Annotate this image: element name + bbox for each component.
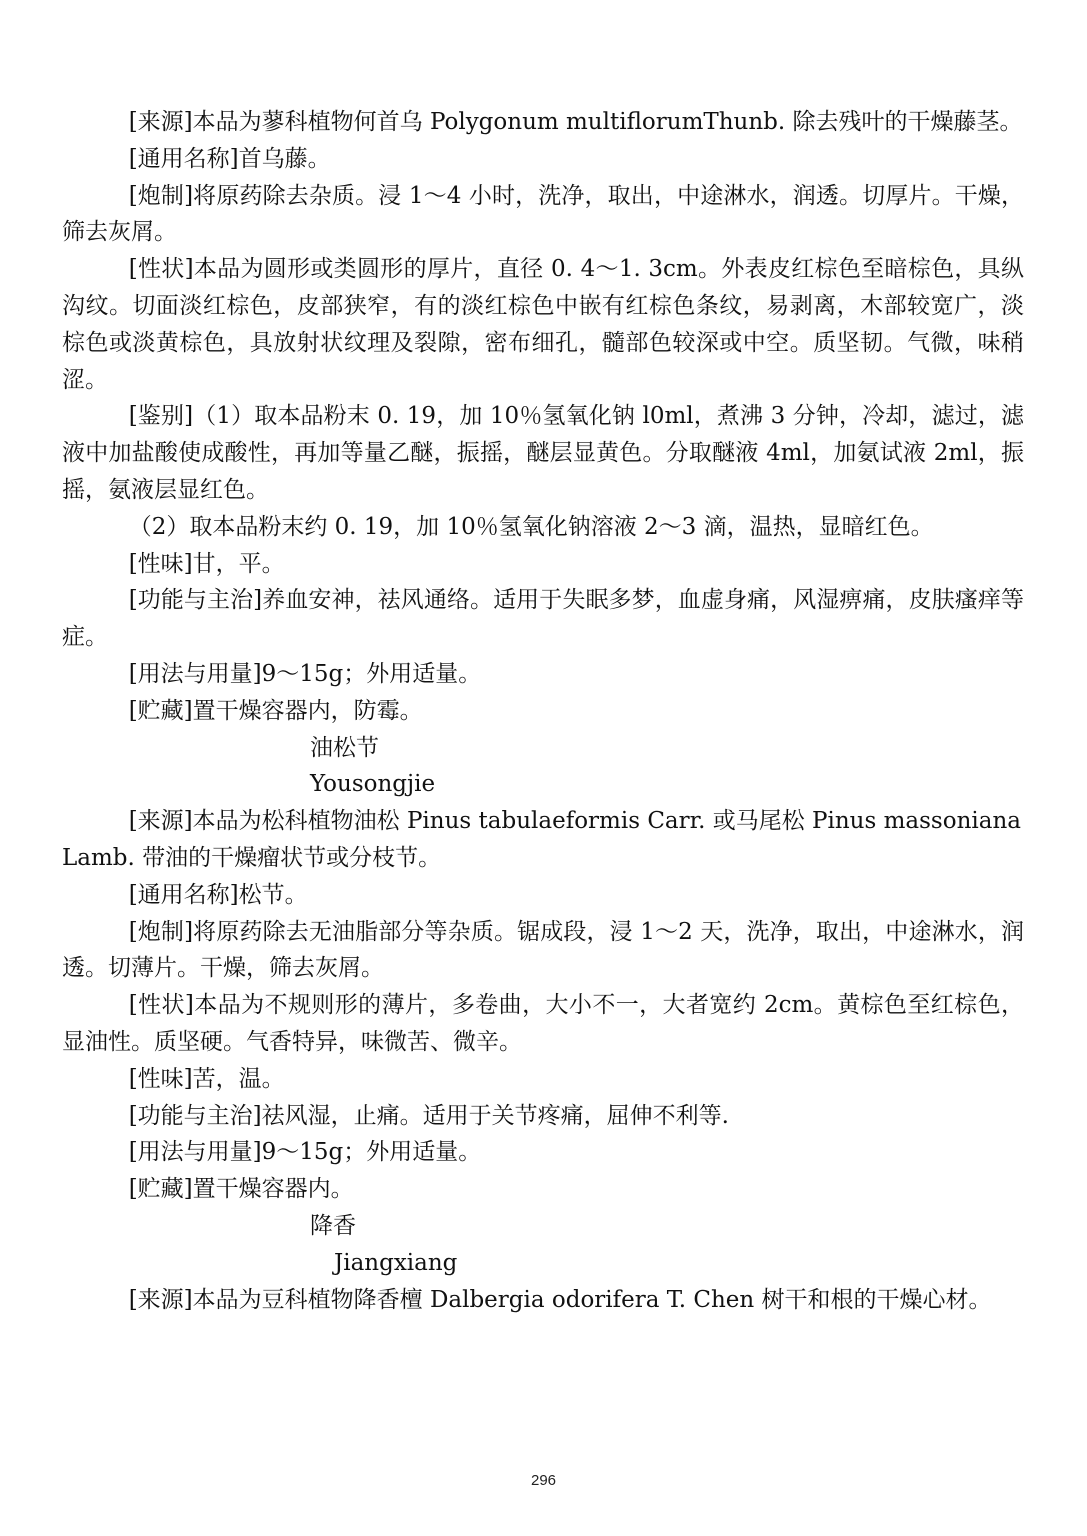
paragraph-nature-flavor: [性味]苦，温。 xyxy=(128,1065,285,1092)
paragraph-processing: [炮制]将原药除去无油脂部分等杂质。锯成段，浸 1～2 天，洗净，取出，中途淋水，润透。切薄片。干燥，筛去灰屑。 xyxy=(62,918,1024,982)
paragraph-identification-2: （2）取本品粉末约 0. 19，加 10％氢氧化钠溶液 2～3 滴，温热，显暗红色。 xyxy=(128,513,934,540)
document-body xyxy=(62,104,1024,1318)
paragraph-function: [功能与主治]养血安神，祛风通络。适用于失眠多梦，血虚身痛，风湿痹痛，皮肤瘙痒等症。 xyxy=(62,587,1024,651)
paragraph-nature-flavor: [性味]甘，平。 xyxy=(128,550,285,577)
paragraph-function: [功能与主治]祛风湿，止痛。适用于关节疼痛，屈伸不利等. xyxy=(128,1102,729,1129)
paragraph-common-name: [通用名称]首乌藤。 xyxy=(128,145,331,172)
paragraph-storage: [贮藏]置干燥容器内。 xyxy=(128,1176,354,1203)
paragraph-storage: [贮藏]置干燥容器内，防霉。 xyxy=(128,697,423,724)
monograph-title: 油松节 xyxy=(310,734,379,761)
monograph-pinyin: Jiangxiang xyxy=(334,1249,458,1276)
paragraph-description: [性状]本品为圆形或类圆形的厚片，直径 0. 4～1. 3cm。外表皮红棕色至暗棕色，具纵沟纹。切面淡红棕色，皮部狭窄，有的淡红棕色中嵌有红棕色条纹，易剥离，木部较宽广，淡棕色或淡黄棕色，具放射状纹理及裂隙，密布细孔，髓部色较深或中空。质坚韧。气微，味稍涩。 xyxy=(62,256,1024,393)
page-number: 296 xyxy=(530,1472,557,1489)
monograph-pinyin: Yousongjie xyxy=(310,771,436,798)
paragraph-source: [来源]本品为蓼科植物何首乌 Polygonum multiflorumThunb. 除去残叶的干燥藤茎。 xyxy=(128,109,1023,135)
paragraph-source: [来源]本品为豆科植物降香檀 Dalbergia odorifera T. Chen 树干和根的干燥心材。 xyxy=(128,1286,992,1313)
paragraph-dosage: [用法与用量]9～15g；外用适量。 xyxy=(128,660,482,687)
paragraph-common-name: [通用名称]松节。 xyxy=(128,881,308,908)
paragraph-dosage: [用法与用量]9～15g；外用适量。 xyxy=(128,1139,482,1166)
paragraph-processing: [炮制]将原药除去杂质。浸 1～4 小时，洗净，取出，中途淋水，润透。切厚片。干燥，筛去灰屑。 xyxy=(62,182,1024,246)
monograph-title: 降香 xyxy=(310,1212,356,1239)
paragraph-identification: [鉴别]（1）取本品粉末 0. 19，加 10％氢氧化钠 l0ml，煮沸 3 分钟，冷却，滤过，滤液中加盐酸使成酸性，再加等量乙醚，振摇，醚层显黄色。分取醚液 4ml，加氨试液 2ml，振摇，氨液层显红色。 xyxy=(62,403,1024,503)
paragraph-description: [性状]本品为不规则形的薄片，多卷曲，大小不一，大者宽约 2cm。黄棕色至红棕色，显油性。质坚硬。气香特异，味微苦、微辛。 xyxy=(62,992,1024,1055)
paragraph-source: [来源]本品为松科植物油松 Pinus tabulaeformis Carr. 或马尾松 Pinus massoniana Lamb. 带油的干燥瘤状节或分枝节。 xyxy=(62,808,1021,871)
